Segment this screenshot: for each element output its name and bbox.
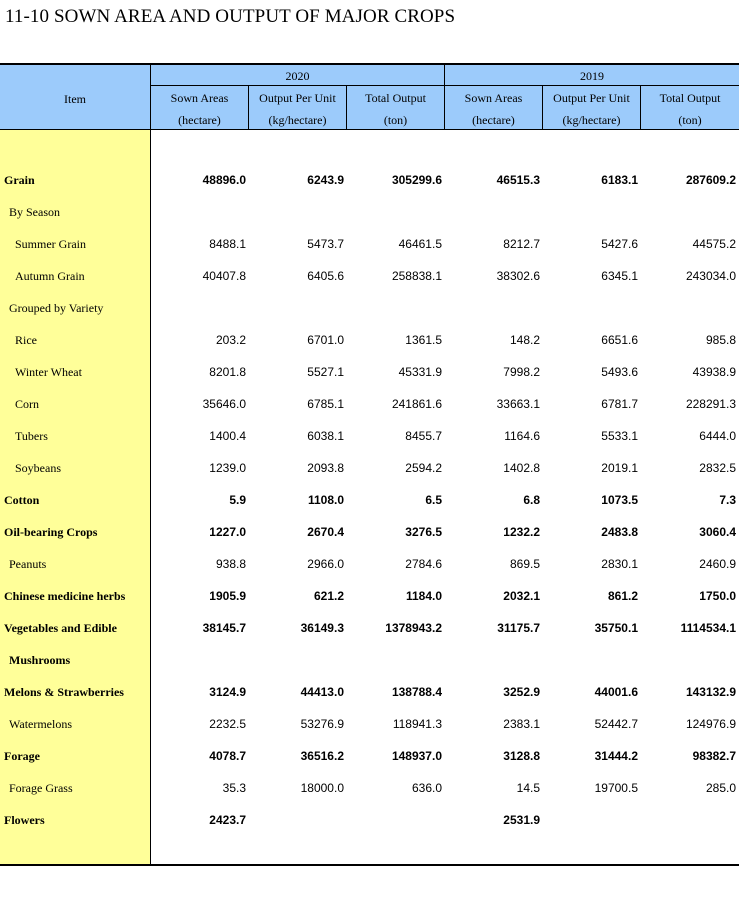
- cell-value: 98382.7: [692, 749, 736, 763]
- cell-value: 6183.1: [601, 173, 638, 187]
- year-header-2020: 2020: [285, 69, 310, 83]
- cell-value: 46461.5: [398, 237, 442, 251]
- cell-value: 44413.0: [300, 685, 344, 699]
- row-label: Soybeans: [15, 461, 61, 475]
- col-divider: [542, 85, 543, 129]
- cell-value: 1227.0: [209, 525, 246, 539]
- cell-value: 143132.9: [685, 685, 736, 699]
- cell-value: 2032.1: [503, 589, 540, 603]
- cell-value: 1114534.1: [680, 621, 736, 635]
- col-unit-output-2020: (ton): [383, 113, 408, 127]
- table-row: [0, 618, 739, 638]
- cell-value: 285.0: [705, 781, 736, 795]
- cell-value: 938.8: [215, 557, 246, 571]
- cell-value: 1232.2: [503, 525, 540, 539]
- cell-value: 6345.1: [601, 269, 638, 283]
- cell-value: 2232.5: [209, 717, 246, 731]
- cell-value: 31444.2: [594, 749, 638, 763]
- cell-value: 5427.6: [601, 237, 638, 251]
- cell-value: 1108.0: [307, 493, 344, 507]
- cell-value: 636.0: [411, 781, 442, 795]
- cell-value: 8455.7: [405, 429, 442, 443]
- table-row: [0, 714, 739, 734]
- col-header-output-2020: Total Output: [365, 91, 426, 105]
- cell-value: 1184.0: [405, 589, 442, 603]
- year-group-divider: [444, 65, 445, 129]
- cell-value: 36516.2: [300, 749, 344, 763]
- table-row: [0, 330, 739, 350]
- cell-value: 7.3: [719, 493, 736, 507]
- cell-value: 6444.0: [699, 429, 736, 443]
- cell-value: 243034.0: [685, 269, 736, 283]
- cell-value: 6405.6: [307, 269, 344, 283]
- cell-value: 3124.9: [209, 685, 246, 699]
- col-header-sown-2020: Sown Areas: [170, 91, 229, 105]
- row-label: Melons & Strawberries: [4, 685, 124, 699]
- cell-value: 2093.8: [307, 461, 344, 475]
- cell-value: 35646.0: [202, 397, 246, 411]
- row-label: Tubers: [15, 429, 48, 443]
- cell-value: 124976.9: [685, 717, 736, 731]
- cell-value: 241861.6: [391, 397, 442, 411]
- cell-value: 44001.6: [594, 685, 638, 699]
- cell-value: 305299.6: [391, 173, 442, 187]
- col-unit-yield-2019: (kg/hectare): [562, 113, 621, 127]
- table-row: [0, 362, 739, 382]
- col-divider: [640, 85, 641, 129]
- row-label: Watermelons: [9, 717, 73, 731]
- cell-value: 2966.0: [307, 557, 344, 571]
- cell-value: 1402.8: [503, 461, 540, 475]
- crops-table: [0, 63, 739, 867]
- col-header-sown-2019: Sown Areas: [464, 91, 523, 105]
- cell-value: 5473.7: [307, 237, 344, 251]
- cell-value: 3252.9: [503, 685, 540, 699]
- cell-value: 258838.1: [391, 269, 442, 283]
- row-label: Cotton: [4, 493, 40, 507]
- cell-value: 1750.0: [699, 589, 736, 603]
- cell-value: 5527.1: [307, 365, 344, 379]
- col-unit-sown-2019: (hectare): [472, 113, 515, 127]
- cell-value: 869.5: [509, 557, 540, 571]
- table-row: [0, 586, 739, 606]
- cell-value: 3128.8: [503, 749, 540, 763]
- cell-value: 46515.3: [496, 173, 540, 187]
- cell-value: 148.2: [509, 333, 540, 347]
- cell-value: 18000.0: [300, 781, 344, 795]
- cell-value: 1400.4: [209, 429, 246, 443]
- table-bottom-border: [0, 864, 739, 866]
- cell-value: 287609.2: [685, 173, 736, 187]
- cell-value: 5533.1: [601, 429, 638, 443]
- page-title: 11-10 SOWN AREA AND OUTPUT OF MAJOR CROPS: [5, 6, 456, 27]
- row-label: Forage: [4, 749, 40, 763]
- cell-value: 2832.5: [699, 461, 736, 475]
- cell-value: 2670.4: [307, 525, 344, 539]
- col-unit-output-2019: (ton): [678, 113, 702, 127]
- cell-value: 4078.7: [209, 749, 246, 763]
- cell-value: 2460.9: [699, 557, 736, 571]
- row-label: Forage Grass: [9, 781, 73, 795]
- cell-value: 40407.8: [202, 269, 246, 283]
- cell-value: 5.9: [229, 493, 246, 507]
- cell-value: 1073.5: [601, 493, 638, 507]
- cell-value: 7998.2: [503, 365, 540, 379]
- cell-value: 19700.5: [594, 781, 638, 795]
- col-unit-yield-2020: (kg/hectare): [268, 113, 327, 127]
- row-label: Peanuts: [9, 557, 47, 571]
- col-header-yield-2019: Output Per Unit: [553, 91, 630, 105]
- col-unit-sown-2020: (hectare): [178, 113, 221, 127]
- cell-value: 14.5: [516, 781, 540, 795]
- cell-value: 1361.5: [405, 333, 442, 347]
- col-divider: [346, 85, 347, 129]
- year-header-2019: 2019: [580, 69, 604, 83]
- cell-value: 985.8: [705, 333, 736, 347]
- cell-value: 2784.6: [405, 557, 442, 571]
- table-row: [0, 234, 739, 254]
- row-label: Rice: [15, 333, 37, 347]
- year-divider-line: [151, 85, 739, 86]
- col-divider: [248, 85, 249, 129]
- cell-value: 2830.1: [601, 557, 638, 571]
- header-bottom-border: [0, 129, 739, 130]
- cell-value: 45331.9: [398, 365, 442, 379]
- cell-value: 44575.2: [692, 237, 736, 251]
- table-row: [0, 490, 739, 510]
- cell-value: 43938.9: [692, 365, 736, 379]
- cell-value: 2383.1: [503, 717, 540, 731]
- row-label: Grain: [4, 173, 35, 187]
- cell-value: 861.2: [607, 589, 638, 603]
- cell-value: 48896.0: [202, 173, 246, 187]
- cell-value: 33663.1: [496, 397, 540, 411]
- cell-value: 1239.0: [209, 461, 246, 475]
- cell-value: 2019.1: [601, 461, 638, 475]
- cell-value: 138788.4: [391, 685, 442, 699]
- table-row: [0, 202, 739, 222]
- col-header-yield-2020: Output Per Unit: [259, 91, 336, 105]
- cell-value: 148937.0: [391, 749, 442, 763]
- cell-value: 1164.6: [504, 429, 540, 443]
- cell-value: 38145.7: [202, 621, 246, 635]
- cell-value: 228291.3: [685, 397, 736, 411]
- cell-value: 3060.4: [699, 525, 736, 539]
- cell-value: 53276.9: [300, 717, 344, 731]
- table-row: [0, 170, 739, 190]
- cell-value: 35750.1: [594, 621, 638, 635]
- cell-value: 6.5: [425, 493, 442, 507]
- cell-value: 36149.3: [300, 621, 344, 635]
- row-label: By Season: [9, 205, 60, 219]
- cell-value: 203.2: [215, 333, 246, 347]
- row-label: Oil-bearing Crops: [4, 525, 98, 539]
- table-row: [0, 746, 739, 766]
- row-label: Vegetables and Edible: [4, 621, 117, 635]
- cell-value: 6651.6: [601, 333, 638, 347]
- cell-value: 8201.8: [209, 365, 246, 379]
- row-label: Grouped by Variety: [9, 301, 104, 315]
- cell-value: 2594.2: [405, 461, 442, 475]
- item-header: Item: [64, 92, 86, 106]
- cell-value: 6.8: [523, 493, 540, 507]
- cell-value: 31175.7: [497, 621, 540, 635]
- table-row: [0, 554, 739, 574]
- cell-value: 6243.9: [307, 173, 344, 187]
- cell-value: 6701.0: [307, 333, 344, 347]
- table-row: [0, 458, 739, 478]
- row-label: Autumn Grain: [15, 269, 85, 283]
- table-row: [0, 650, 739, 670]
- cell-value: 2423.7: [209, 813, 246, 827]
- row-label: Flowers: [4, 813, 45, 827]
- row-label: Chinese medicine herbs: [4, 589, 126, 603]
- cell-value: 52442.7: [594, 717, 638, 731]
- cell-value: 8488.1: [209, 237, 246, 251]
- table-row: [0, 682, 739, 702]
- col-header-output-2019: Total Output: [659, 91, 721, 105]
- table-row: [0, 266, 739, 286]
- cell-value: 1378943.2: [385, 621, 442, 635]
- cell-value: 6781.7: [601, 397, 638, 411]
- cell-value: 3276.5: [405, 525, 442, 539]
- table-row: [0, 810, 739, 830]
- cell-value: 38302.6: [496, 269, 540, 283]
- cell-value: 5493.6: [601, 365, 638, 379]
- cell-value: 1905.9: [209, 589, 246, 603]
- table-row: [0, 394, 739, 414]
- cell-value: 6785.1: [307, 397, 344, 411]
- table-row: [0, 522, 739, 542]
- row-label: Winter Wheat: [15, 365, 82, 379]
- table-row: [0, 426, 739, 446]
- cell-value: 35.3: [222, 781, 246, 795]
- cell-value: 2483.8: [601, 525, 638, 539]
- cell-value: 8212.7: [503, 237, 540, 251]
- cell-value: 2531.9: [503, 813, 540, 827]
- table-row: [0, 778, 739, 798]
- cell-value: 621.2: [313, 589, 344, 603]
- row-label: Corn: [15, 397, 39, 411]
- table-row: [0, 298, 739, 318]
- cell-value: 6038.1: [307, 429, 344, 443]
- row-label: Mushrooms: [9, 653, 71, 667]
- row-label: Summer Grain: [15, 237, 86, 251]
- cell-value: 118941.3: [392, 717, 442, 731]
